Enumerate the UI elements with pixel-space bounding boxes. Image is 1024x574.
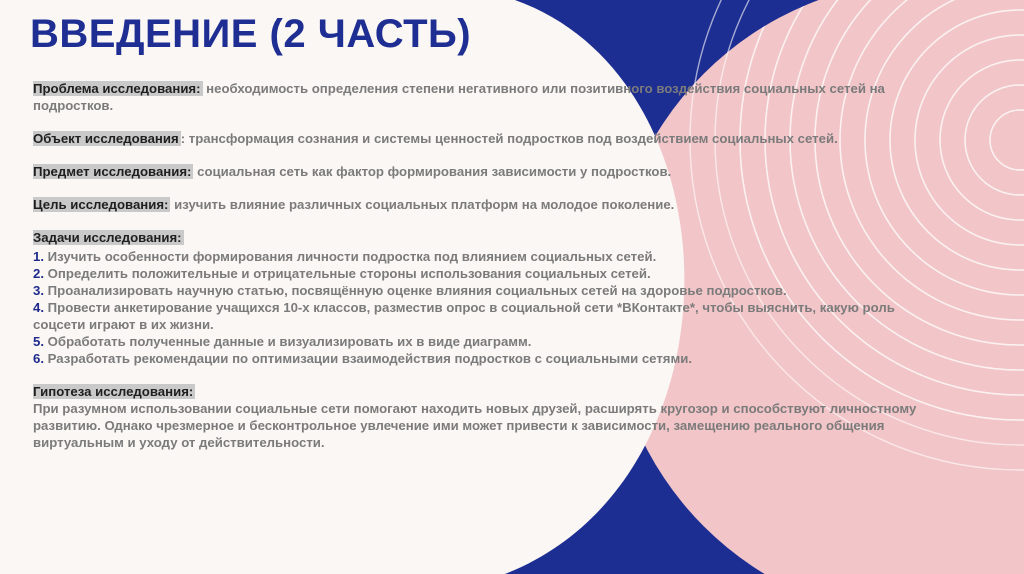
task-item: 3. Проанализировать научную статью, посвящённую оценке влияния социальных сетей на здоровье подростков. — [33, 283, 787, 298]
slide-content — [33, 80, 933, 467]
problem-text: необходимость определения степени негативного или позитивного воздействия социальных сетей на подростков. — [33, 81, 885, 113]
hypothesis-section — [33, 383, 933, 451]
hypothesis-label: Гипотеза исследования: — [33, 384, 194, 399]
object-text: : трансформация сознания и системы ценностей подростков под воздействием социальных сетей. — [180, 131, 838, 146]
task-item: 6. Разработать рекомендации по оптимизации взаимодействия подростков с социальными сетями. — [33, 351, 693, 366]
object-label: Объект исследования — [33, 131, 179, 146]
goal-section — [33, 196, 933, 213]
goal-text: изучить влияние различных социальных платформ на молодое поколение. — [170, 197, 675, 212]
slide-title: ВВЕДЕНИЕ (2 ЧАСТЬ) — [30, 12, 472, 56]
hypothesis-text: При разумном использовании социальные сети помогают находить новых друзей, расширять кругозор и способствуют личностному развитию. Однако чрезмерное и бесконтрольное увлечение ими может привести к зависимости, замещению реального общения виртуальным и уходу от действительности. — [33, 401, 917, 450]
object-section — [33, 130, 933, 147]
task-item: 2. Определить положительные и отрицательные стороны использования социальных сетей. — [33, 266, 651, 281]
subject-label: Предмет исследования: — [33, 164, 192, 179]
tasks-section — [33, 229, 933, 367]
task-item: 5. Обработать полученные данные и визуализировать их в виде диаграмм. — [33, 334, 532, 349]
goal-label: Цель исследования: — [33, 197, 169, 212]
subject-section — [33, 163, 933, 180]
tasks-label: Задачи исследования: — [33, 230, 182, 245]
problem-label: Проблема исследования: — [33, 81, 201, 96]
task-item: 1. Изучить особенности формирования личности подростка под влиянием социальных сетей. — [33, 249, 657, 264]
task-item: 4. Провести анкетирование учащихся 10-х классов, разместив опрос в социальной сети *ВКонтакте*, чтобы выяснить, какую роль соцсети играют в их жизни. — [33, 300, 895, 332]
problem-section — [33, 80, 933, 114]
subject-text: социальная сеть как фактор формирования зависимости у подростков. — [193, 164, 672, 179]
